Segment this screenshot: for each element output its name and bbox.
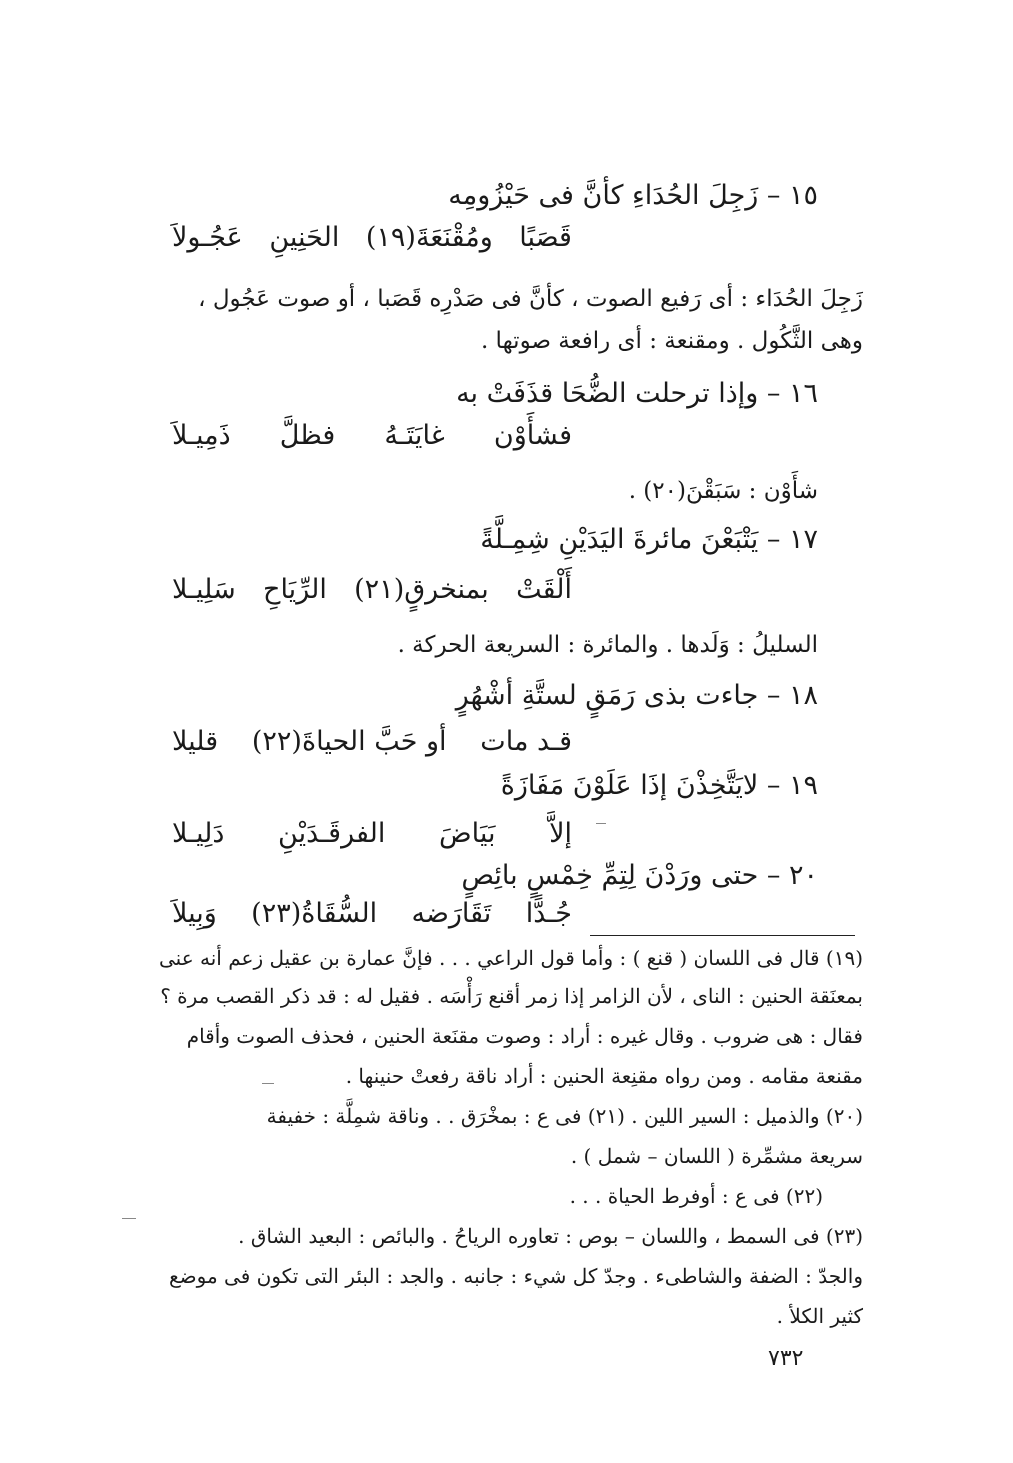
scan-speck <box>596 823 606 824</box>
verse-word: فشأَوْن <box>493 420 572 451</box>
verse-word: غايَتَـهُ <box>384 420 445 451</box>
verse-18-second-hemistich <box>172 726 572 757</box>
verse-word: بَيَاضَ <box>438 818 496 849</box>
verse-word: أو حَبَّ الحياةَ(٢٢) <box>251 726 447 757</box>
verse-word: السُّقَاةُ(٢٣) <box>251 898 378 929</box>
verse-15-second-hemistich <box>172 222 572 253</box>
footnote-19-line-2: بمعنَقة الحنين : الناى ، لأن الزامر إذا زمر أقنع رَأْسَه . فقيل له : قد ذكر القصب مرة ؟ <box>160 984 863 1008</box>
verse-15-first-hemistich: ١٥ – زَجِلَ الحُدَاءِ كأنَّ فى حَيْزُومِه <box>448 180 818 211</box>
verse-word: الرِّيَاحِ <box>263 574 327 605</box>
footnote-23-line-1: (٢٣) فى السمط ، واللسان – بوص : تعاوره الرياحُ . والبائص : البعيد الشاق . <box>238 1224 863 1248</box>
verse-word: إلاَّ <box>549 818 572 849</box>
verse-18-first-hemistich: ١٨ – جاءت بذى رَمَقٍ لستَّةِ أشْهُرٍ <box>455 680 818 711</box>
verse-word: قَصَبًا <box>519 222 572 253</box>
verse-word: الفرقَـدَيْنِ <box>278 818 386 849</box>
footnote-19-line-3: فقال : هى ضروب . وقال غيره : أراد : وصوت مقنَعة الحنين ، فحذف الصوت وأقام <box>186 1024 863 1048</box>
verse-19-second-hemistich <box>172 818 572 849</box>
gloss-17: السليلُ : وَلَدها . والمائرة : السريعة الحركة . <box>397 632 818 658</box>
footnote-separator <box>590 935 855 936</box>
verse-word: سَلِيـلا <box>172 574 236 605</box>
gloss-16: شأَوْن : سَبَقْنَ(٢٠) . <box>628 478 818 504</box>
verse-word: دَلِيـلا <box>172 818 225 849</box>
footnote-19-line-4: مقنعة مقامه . ومن رواه مقنِعة الحنين : أراد ناقة رفعتْ حنينها . <box>345 1064 863 1088</box>
verse-word: ذَمِيـلاَ <box>172 420 231 451</box>
scan-speck <box>262 1083 274 1084</box>
gloss-15-line-2: وهى الثَّكُول . ومقنعة : أى رافعة صوتها . <box>480 328 863 354</box>
footnote-20-21-line-1: (٢٠) والذميل : السير اللين . (٢١) فى ع : بمخْرَق . . وناقة شمِلَّة : خفيفة <box>266 1104 863 1128</box>
verse-word: جُـدًّا <box>525 898 572 929</box>
page-number: ٧٣٢ <box>768 1346 804 1371</box>
verse-word: بمنخرقٍ(٢١) <box>354 574 489 605</box>
verse-16-first-hemistich: ١٦ – وإذا ترحلت الضُّحَا قذَفَتْ به <box>456 378 818 409</box>
verse-word: قـد مات <box>480 726 572 757</box>
footnote-23-line-3: كثير الكلأ . <box>776 1304 863 1328</box>
verse-17-second-hemistich <box>172 574 572 605</box>
verse-word: ومُقْنَعَةَ(١٩) <box>365 222 493 253</box>
verse-word: عَجُـولاَ <box>172 222 243 253</box>
verse-word: تَقَارَضه <box>411 898 492 929</box>
verse-word: وَبِيلاَ <box>172 898 217 929</box>
footnote-20-21-line-2: سريعة مشمِّرة ( اللسان – شمل ) . <box>570 1144 863 1168</box>
footnote-19-line-1: (١٩) قال فى اللسان ( قنع ) : وأما قول الراعي . . . فإنَّ عمارة بن عقيل زعم أنه عنى <box>159 946 863 970</box>
verse-20-second-hemistich <box>172 898 572 929</box>
gloss-15-line-1: زَجِلَ الحُدَاء : أى رَفيع الصوت ، كأنَّ فى صَدْرِه قَصَبا ، أو صوت عَجُول ، <box>198 286 863 312</box>
verse-20-first-hemistich: ٢٠ – حتى ورَدْنَ لِتِمِّ خِمْسٍ بائِصٍ <box>461 860 818 891</box>
verse-word: الحَنِينِ <box>269 222 340 253</box>
footnote-23-line-2: والجدّ : الضفة والشاطىء . وجدّ كل شيء : جانبه . والجد : البئر التى تكون فى موضع <box>169 1264 863 1288</box>
verse-word: أَلْقَتْ <box>516 574 572 605</box>
verse-word: فظلَّ <box>279 420 336 451</box>
footnote-22: (٢٢) فى ع : أوفرط الحياة . . . <box>569 1184 823 1208</box>
verse-16-second-hemistich <box>172 420 572 451</box>
verse-17-first-hemistich: ١٧ – يَتْبَعْنَ مائرةَ اليَدَيْنِ شِمِـلَّةً <box>480 524 818 555</box>
verse-word: قليلا <box>172 726 219 757</box>
scan-speck <box>122 1218 136 1219</box>
verse-19-first-hemistich: ١٩ – لايَتَّخِذْنَ إذَا عَلَوْنَ مَفَازَةً <box>500 770 818 801</box>
